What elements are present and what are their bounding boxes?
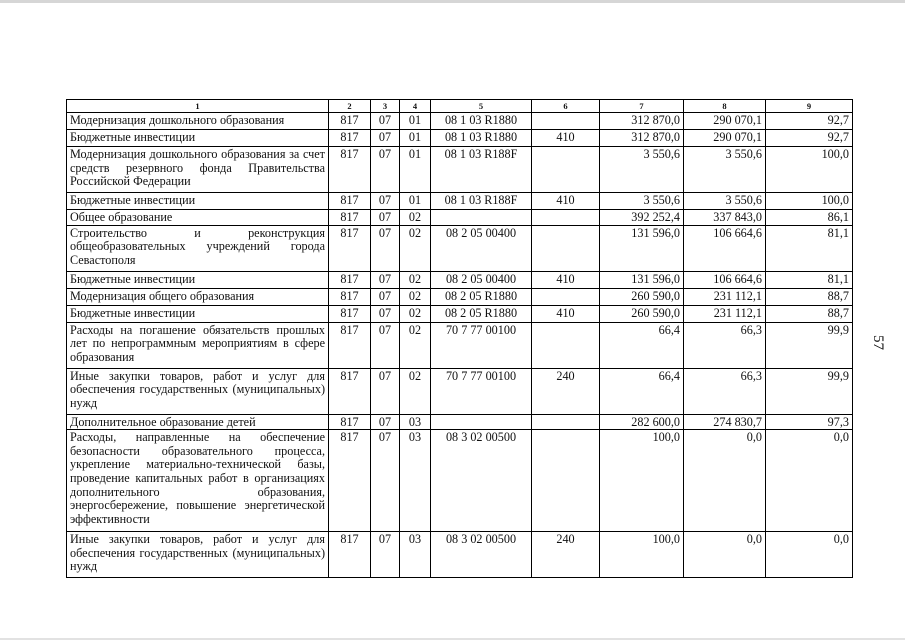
row-code-3: 07 — [371, 414, 400, 430]
row-actual: 0,0 — [684, 532, 766, 578]
row-target-article — [431, 210, 532, 226]
row-target-article: 08 1 03 R1880 — [431, 113, 532, 130]
row-code-2: 817 — [329, 305, 371, 322]
table-header-row — [67, 100, 853, 113]
row-plan: 66,4 — [600, 368, 684, 414]
row-name: Модернизация дошкольного образования за счет средств резервного фонда Правительства Российской Федерации — [67, 147, 329, 193]
page-edge-top — [0, 0, 905, 3]
row-plan: 3 550,6 — [600, 193, 684, 210]
row-code-4: 02 — [400, 322, 431, 368]
row-target-article: 70 7 77 00100 — [431, 322, 532, 368]
row-actual: 0,0 — [684, 430, 766, 532]
row-percent: 86,1 — [766, 210, 853, 226]
table-row — [67, 147, 853, 193]
row-plan: 3 550,6 — [600, 147, 684, 193]
row-plan: 131 596,0 — [600, 271, 684, 288]
header-cell-5: 5 — [431, 100, 532, 113]
row-percent: 81,1 — [766, 225, 853, 271]
row-actual: 66,3 — [684, 368, 766, 414]
table-row — [67, 305, 853, 322]
row-code-4: 02 — [400, 288, 431, 305]
row-actual: 231 112,1 — [684, 305, 766, 322]
row-code-2: 817 — [329, 414, 371, 430]
row-percent: 88,7 — [766, 288, 853, 305]
row-code-2: 817 — [329, 225, 371, 271]
row-code-4: 02 — [400, 368, 431, 414]
table-row — [67, 288, 853, 305]
row-actual: 337 843,0 — [684, 210, 766, 226]
row-target-article: 70 7 77 00100 — [431, 368, 532, 414]
row-code-3: 07 — [371, 322, 400, 368]
table-row — [67, 322, 853, 368]
row-plan: 131 596,0 — [600, 225, 684, 271]
row-code-3: 07 — [371, 305, 400, 322]
row-code-3: 07 — [371, 225, 400, 271]
header-cell-9: 9 — [766, 100, 853, 113]
header-cell-1: 1 — [67, 100, 329, 113]
table-row — [67, 430, 853, 532]
row-expense-kind — [532, 322, 600, 368]
table-row — [67, 271, 853, 288]
row-plan: 100,0 — [600, 430, 684, 532]
row-code-3: 07 — [371, 532, 400, 578]
table-row — [67, 368, 853, 414]
row-expense-kind: 410 — [532, 193, 600, 210]
row-plan: 66,4 — [600, 322, 684, 368]
row-plan: 312 870,0 — [600, 130, 684, 147]
row-target-article: 08 2 05 00400 — [431, 271, 532, 288]
row-code-2: 817 — [329, 147, 371, 193]
row-actual: 3 550,6 — [684, 147, 766, 193]
row-expense-kind — [532, 414, 600, 430]
row-actual: 66,3 — [684, 322, 766, 368]
row-name: Модернизация общего образования — [67, 288, 329, 305]
row-name: Иные закупки товаров, работ и услуг для обеспечения государственных (муниципальных) нужд — [67, 368, 329, 414]
row-percent: 97,3 — [766, 414, 853, 430]
row-percent: 100,0 — [766, 193, 853, 210]
row-code-3: 07 — [371, 193, 400, 210]
row-target-article — [431, 414, 532, 430]
header-cell-2: 2 — [329, 100, 371, 113]
row-expense-kind: 410 — [532, 305, 600, 322]
row-code-3: 07 — [371, 113, 400, 130]
row-code-3: 07 — [371, 271, 400, 288]
row-name: Строительство и реконструкция общеобразовательных учреждений города Севастополя — [67, 225, 329, 271]
row-expense-kind — [532, 288, 600, 305]
row-actual: 290 070,1 — [684, 113, 766, 130]
row-name: Дополнительное образование детей — [67, 414, 329, 430]
row-code-2: 817 — [329, 210, 371, 226]
header-cell-7: 7 — [600, 100, 684, 113]
row-target-article: 08 3 02 00500 — [431, 430, 532, 532]
row-expense-kind: 410 — [532, 130, 600, 147]
row-name: Бюджетные инвестиции — [67, 305, 329, 322]
row-code-2: 817 — [329, 193, 371, 210]
row-code-3: 07 — [371, 147, 400, 193]
row-code-3: 07 — [371, 130, 400, 147]
row-code-4: 03 — [400, 414, 431, 430]
row-code-4: 02 — [400, 305, 431, 322]
row-percent: 0,0 — [766, 430, 853, 532]
row-plan: 260 590,0 — [600, 288, 684, 305]
row-expense-kind: 240 — [532, 368, 600, 414]
row-code-2: 817 — [329, 532, 371, 578]
header-cell-3: 3 — [371, 100, 400, 113]
row-percent: 92,7 — [766, 130, 853, 147]
table-row — [67, 210, 853, 226]
row-expense-kind — [532, 210, 600, 226]
row-name: Расходы, направленные на обеспечение безопасности образовательного процесса, укрепление материально-технической базы, проведение капитальных работ в организациях дополнительного образования, энергосбережение, повышение энергетической эффективности — [67, 430, 329, 532]
header-cell-8: 8 — [684, 100, 766, 113]
row-code-2: 817 — [329, 113, 371, 130]
table-row — [67, 193, 853, 210]
row-code-3: 07 — [371, 430, 400, 532]
row-code-4: 03 — [400, 532, 431, 578]
row-expense-kind — [532, 430, 600, 532]
row-code-4: 01 — [400, 193, 431, 210]
table-row — [67, 414, 853, 430]
row-actual: 274 830,7 — [684, 414, 766, 430]
row-code-2: 817 — [329, 288, 371, 305]
row-code-3: 07 — [371, 368, 400, 414]
row-code-2: 817 — [329, 368, 371, 414]
table-row — [67, 225, 853, 271]
row-name: Модернизация дошкольного образования — [67, 113, 329, 130]
page-number: 57 — [870, 335, 886, 350]
row-target-article: 08 2 05 00400 — [431, 225, 532, 271]
row-plan: 392 252,4 — [600, 210, 684, 226]
row-actual: 106 664,6 — [684, 225, 766, 271]
row-target-article: 08 2 05 R1880 — [431, 288, 532, 305]
row-code-4: 02 — [400, 210, 431, 226]
row-name: Бюджетные инвестиции — [67, 271, 329, 288]
row-code-4: 02 — [400, 271, 431, 288]
row-expense-kind: 410 — [532, 271, 600, 288]
row-expense-kind — [532, 113, 600, 130]
row-target-article: 08 1 03 R188F — [431, 147, 532, 193]
row-code-2: 817 — [329, 322, 371, 368]
row-actual: 290 070,1 — [684, 130, 766, 147]
budget-table — [66, 99, 853, 578]
row-code-2: 817 — [329, 271, 371, 288]
row-percent: 81,1 — [766, 271, 853, 288]
header-cell-6: 6 — [532, 100, 600, 113]
row-code-4: 01 — [400, 147, 431, 193]
row-target-article: 08 2 05 R1880 — [431, 305, 532, 322]
table-row — [67, 532, 853, 578]
row-plan: 282 600,0 — [600, 414, 684, 430]
row-percent: 99,9 — [766, 322, 853, 368]
row-code-3: 07 — [371, 288, 400, 305]
row-plan: 100,0 — [600, 532, 684, 578]
row-plan: 260 590,0 — [600, 305, 684, 322]
row-code-4: 01 — [400, 130, 431, 147]
row-percent: 99,9 — [766, 368, 853, 414]
row-expense-kind: 240 — [532, 532, 600, 578]
row-percent: 100,0 — [766, 147, 853, 193]
row-expense-kind — [532, 147, 600, 193]
table-row — [67, 130, 853, 147]
row-name: Бюджетные инвестиции — [67, 130, 329, 147]
header-cell-4: 4 — [400, 100, 431, 113]
table-row — [67, 113, 853, 130]
row-code-2: 817 — [329, 430, 371, 532]
row-code-4: 01 — [400, 113, 431, 130]
row-expense-kind — [532, 225, 600, 271]
row-percent: 92,7 — [766, 113, 853, 130]
row-name: Общее образование — [67, 210, 329, 226]
row-percent: 0,0 — [766, 532, 853, 578]
row-code-4: 03 — [400, 430, 431, 532]
row-code-3: 07 — [371, 210, 400, 226]
row-code-4: 02 — [400, 225, 431, 271]
row-code-2: 817 — [329, 130, 371, 147]
row-target-article: 08 1 03 R188F — [431, 193, 532, 210]
row-plan: 312 870,0 — [600, 113, 684, 130]
row-actual: 106 664,6 — [684, 271, 766, 288]
row-name: Иные закупки товаров, работ и услуг для обеспечения государственных (муниципальных) нужд — [67, 532, 329, 578]
row-actual: 231 112,1 — [684, 288, 766, 305]
row-percent: 88,7 — [766, 305, 853, 322]
row-name: Расходы на погашение обязательств прошлых лет по непрограммным мероприятиям в сфере образования — [67, 322, 329, 368]
row-target-article: 08 3 02 00500 — [431, 532, 532, 578]
row-actual: 3 550,6 — [684, 193, 766, 210]
row-name: Бюджетные инвестиции — [67, 193, 329, 210]
row-target-article: 08 1 03 R1880 — [431, 130, 532, 147]
